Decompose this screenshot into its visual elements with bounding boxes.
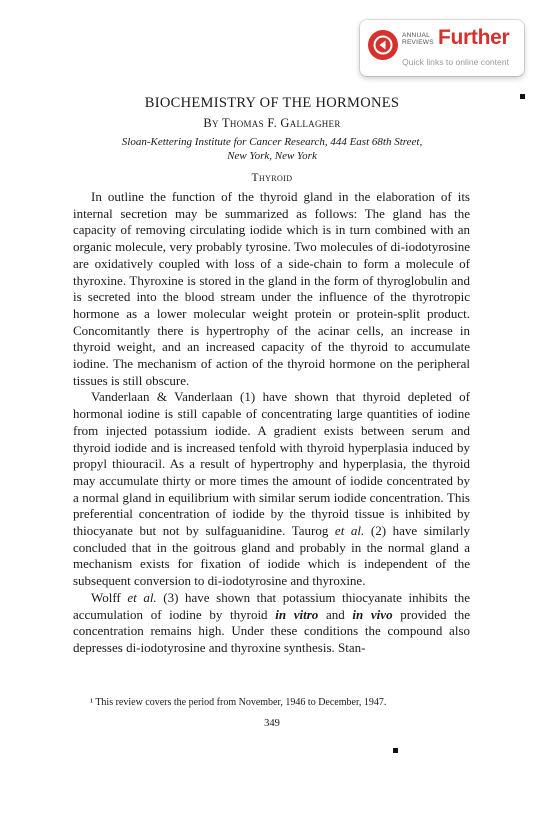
further-label: Further (438, 26, 510, 49)
back-arrow-icon (368, 30, 398, 60)
paragraph-3-etal: et al. (127, 589, 157, 605)
article-author (0, 116, 544, 131)
paragraph-3-text-a: Wolff (91, 589, 128, 605)
author-affiliation (0, 135, 544, 163)
affiliation-line-1: Sloan-Kettering Institute for Cancer Research, 444 East 68th Street, (121, 136, 423, 148)
paragraph-3 (73, 590, 470, 657)
author-name: By Thomas F. Gallagher (203, 116, 341, 130)
article-body (73, 189, 470, 657)
paragraph-3-in-vitro: in vitro (275, 606, 319, 622)
paragraph-2-text-b: (2) have similarly concluded that in the goitrous gland and probably in the normal gland a mechanism exists for fixation of iodide which is independent of the subsequent conversion to di-iodotyrosine and thyroxine. (73, 523, 470, 589)
paragraph-3-in-vivo: in vivo (352, 606, 393, 622)
paragraph-3-text-c: and (318, 606, 353, 622)
paragraph-3-text-d: provided the concentration remains high. Under these conditions the compound also depresses di-iodotyrosine and thyroxine synthesis. Stan- (73, 606, 471, 655)
section-title: Thyroid (251, 172, 293, 184)
footnote: ¹ This review covers the period from November, 1946 to December, 1947. (90, 697, 387, 708)
annual-reviews-label: ANNUAL REVIEWS (402, 32, 434, 47)
paragraph-2-etal: et al. (334, 523, 365, 539)
paragraph-1: In outline the function of the thyroid gland in the elaboration of its internal secretion may be summarized as follows: The gland has the capacity of removing circulating iodide which is in turn combined with an organic molecule, very probably tyrosine. Two molecules of di-iodotyrosine are oxidatively coupled with loss of a side-chain to form a molecule of thyroxine. Thyroxine is stored in the gland in the form of thyroglobulin and is secreted into the blood stream under the influence of the thyrotropic hormone as a lower molecular weight protein or protein-split product. Concomitantly there is hypertrophy of the acinar cells, an increase in thyroid weight, and an increased capacity of the thyroid to accumulate iodine. The mechanism of action of the thyroid hormone on the peripheral tissues is still obscure. (73, 189, 470, 388)
further-badge[interactable] (360, 20, 524, 76)
section-heading (0, 172, 544, 184)
paragraph-2 (73, 389, 470, 589)
annual-reviews-logo-icon (368, 30, 398, 60)
affiliation-line-2: New York, New York (227, 150, 317, 162)
quick-links-label: Quick links to online content (402, 57, 510, 67)
article-title: BIOCHEMISTRY OF THE HORMONES (144, 95, 400, 111)
page-number: 349 (264, 718, 280, 729)
paragraph-2-text-a: Vanderlaan & Vanderlaan (1) have shown that thyroid depleted of hormonal iodine is still capable of concentrating large quantities of iodine from injected potassium iodide. A gradient exists between serum and thyroid iodide and is increased tenfold with thyroid hyperplasia induced by propyl thiouracil. As a result of hypertrophy and hyperplasia, the thyroid may accumulate thirty or more times the amount of iodide concentrated by a normal gland in equilibrium with similar serum iodide concentration. This preferential concentration of iodide by the thyroid tissue is inhibited by thiocyanate but not by sulfaguanidine. Taurog (73, 389, 470, 539)
corner-mark (393, 748, 398, 753)
paragraph-3-text-b: (3) have shown that potassium thiocyanate inhibits the accumulation of iodine by thyroid (73, 589, 471, 622)
